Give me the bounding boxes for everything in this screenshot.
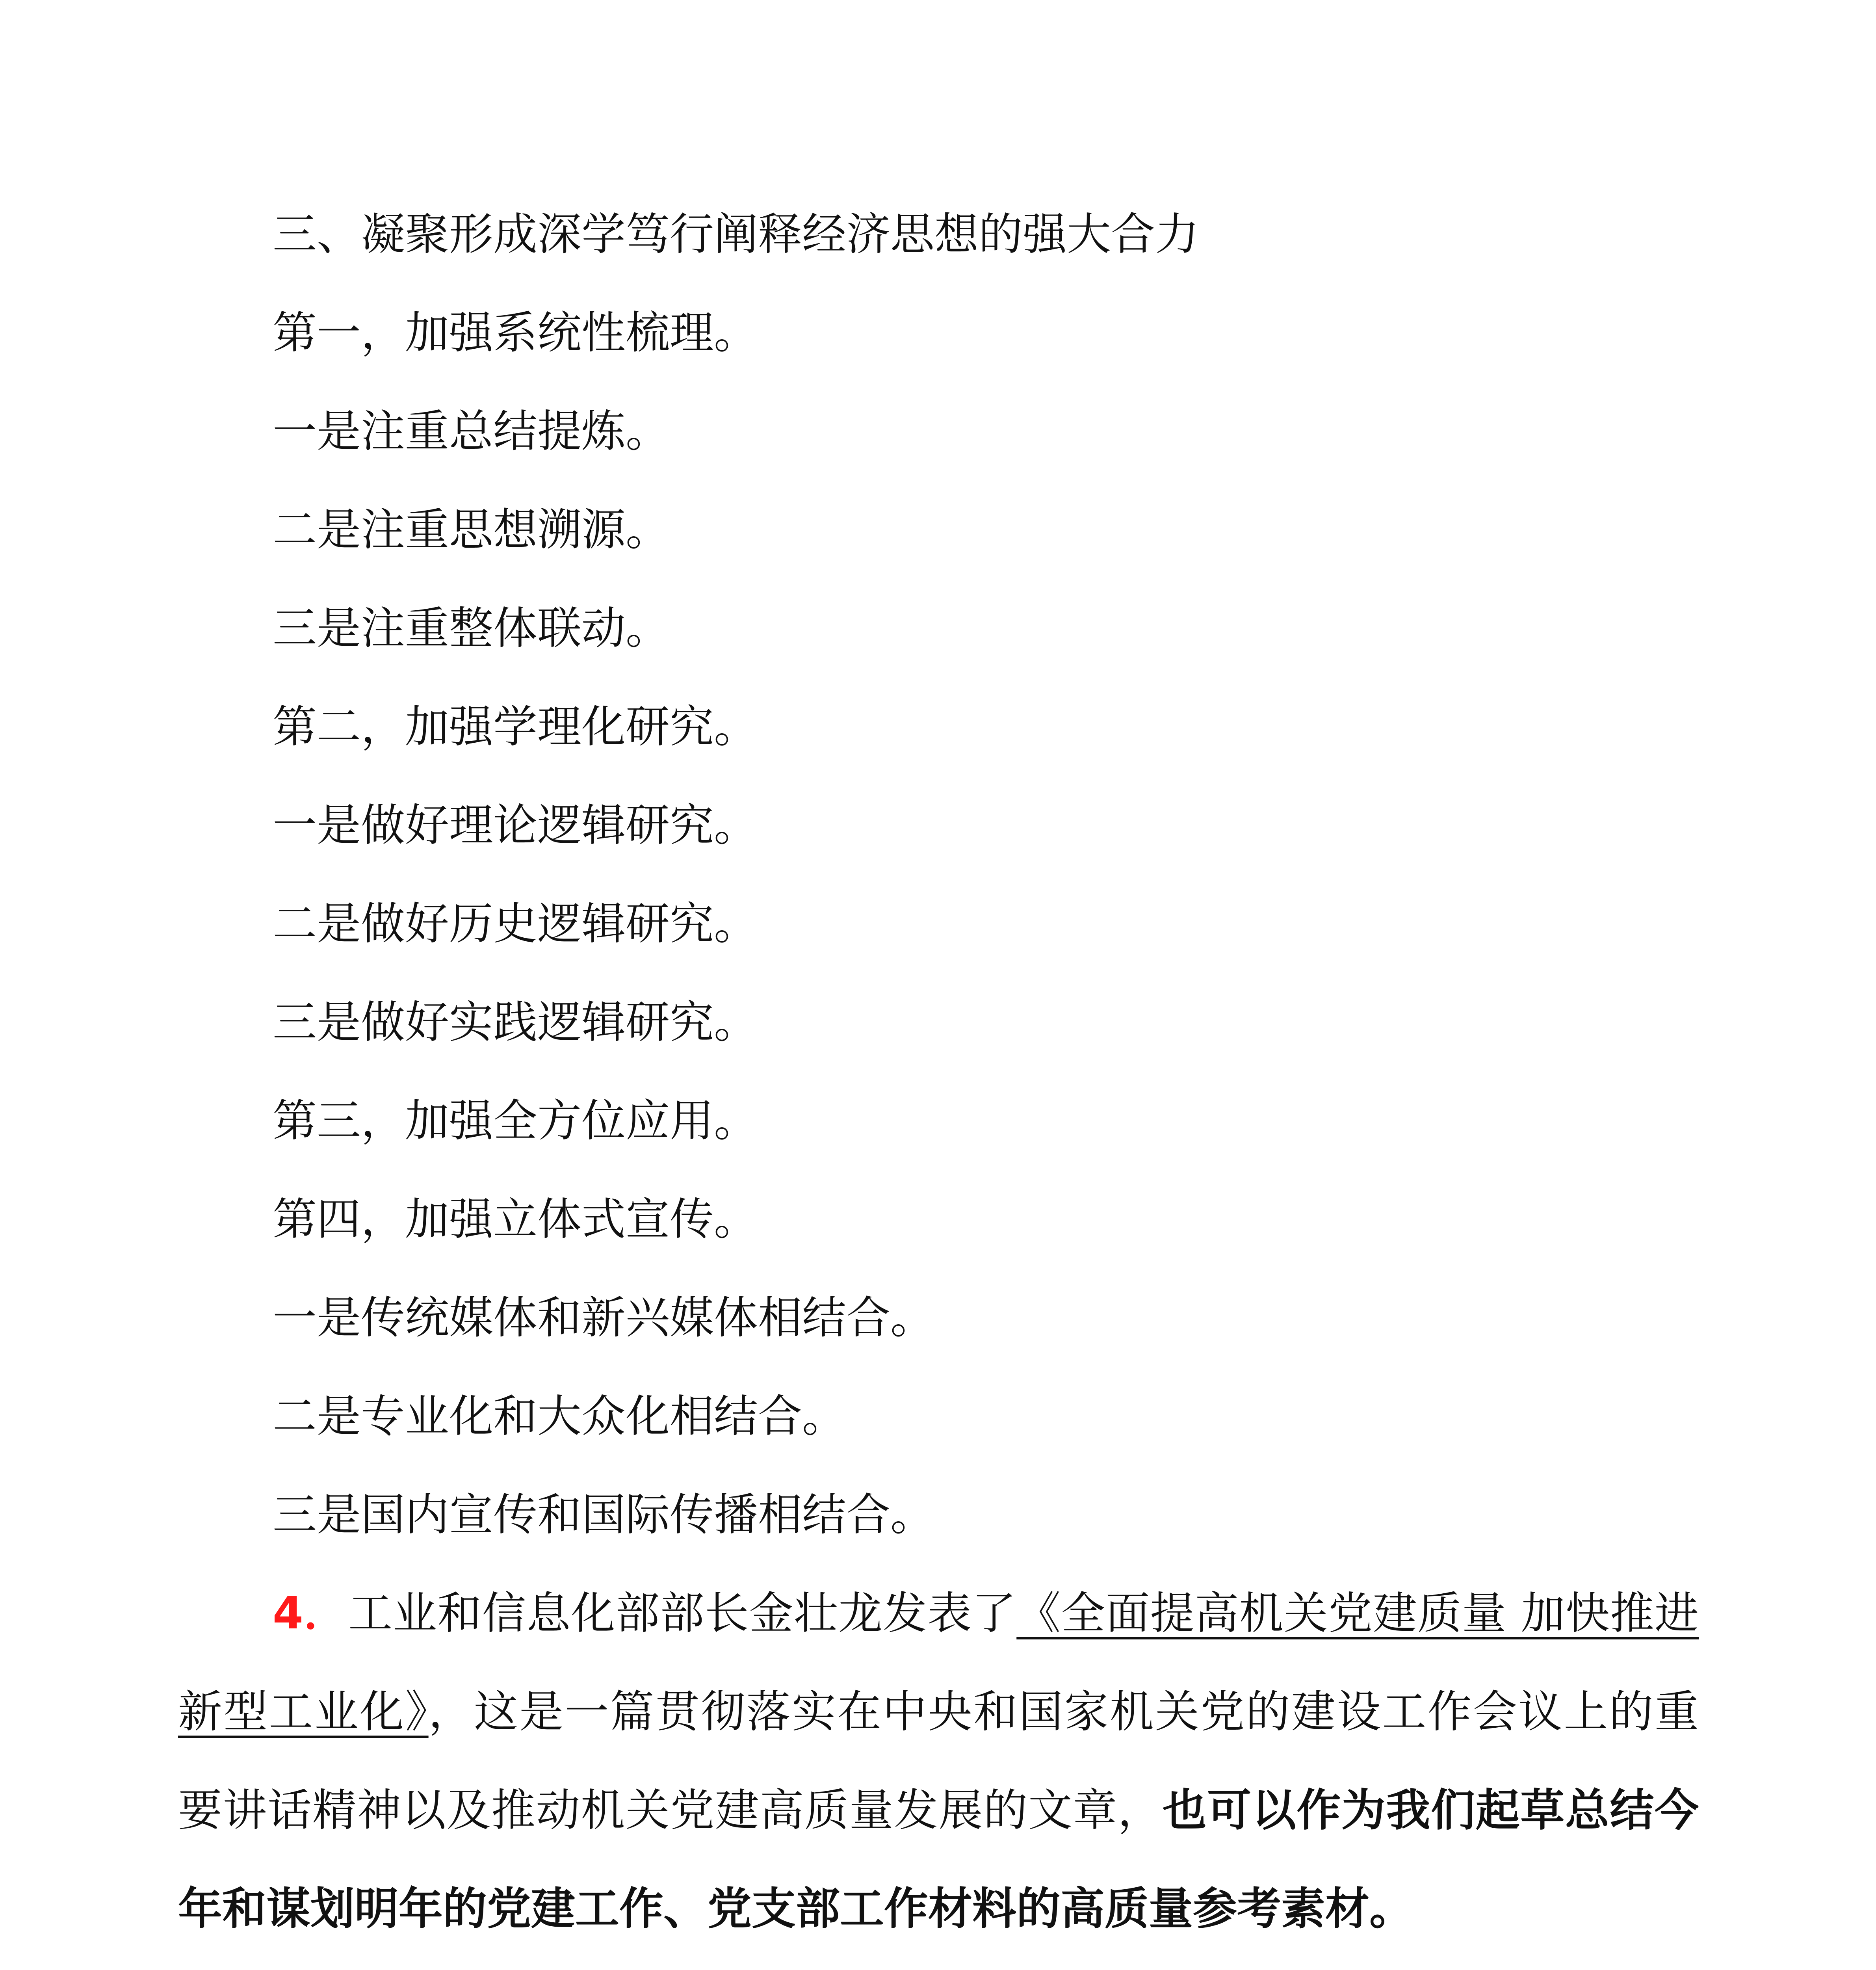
outline-line: 二是做好历史逻辑研究。 [273, 898, 758, 950]
item-lead-text: 工业和信息化部部长金壮龙发表了 [348, 1588, 1017, 1639]
outline-heading [178, 1958, 1699, 1970]
outline-line: 一是做好理论逻辑研究。 [273, 800, 758, 851]
outline-line: 第二，加强学理化研究。 [273, 701, 758, 753]
item-number: 4． [273, 1588, 349, 1639]
article-title-link[interactable]: 《全面提高机关党建质量 加快推进新型工业化》 [178, 1588, 1699, 1738]
document-body [178, 185, 1699, 1970]
outline-line: 一是传统媒体和新兴媒体相结合。 [273, 1292, 934, 1344]
outline-line: 第四，加强立体式宣传。 [273, 1194, 758, 1245]
outline-line: 一是注重总结提炼。 [273, 406, 670, 457]
outline-line: 第一，加强系统性梳理。 [273, 307, 758, 359]
outline-line: 三是注重整体联动。 [273, 603, 670, 654]
outline-line: 三是做好实践逻辑研究。 [273, 997, 758, 1048]
outline-line: 三是国内宣传和国际传播相结合。 [273, 1489, 934, 1541]
outline-line: 二是专业化和大众化相结合。 [273, 1391, 846, 1442]
item-4-paragraph [178, 1564, 1699, 1958]
item-bold-text: 也可以作为我们起草总结今年和谋划明年的党建工作、党支部工作材料的高质量参考素材。 [178, 1785, 1699, 1935]
section-heading: 三、凝聚形成深学笃行阐释经济思想的强大合力 [273, 209, 1199, 260]
outline-line: 第三，加强全方位应用。 [273, 1095, 758, 1147]
item-middle-text: ，这是一篇贯彻落实在中央和国家机关党的建设工作会议上的重要讲话精神以及推动机关党建高质量发展的文章， [178, 1686, 1699, 1836]
outline-line: 二是注重思想溯源。 [273, 504, 670, 556]
